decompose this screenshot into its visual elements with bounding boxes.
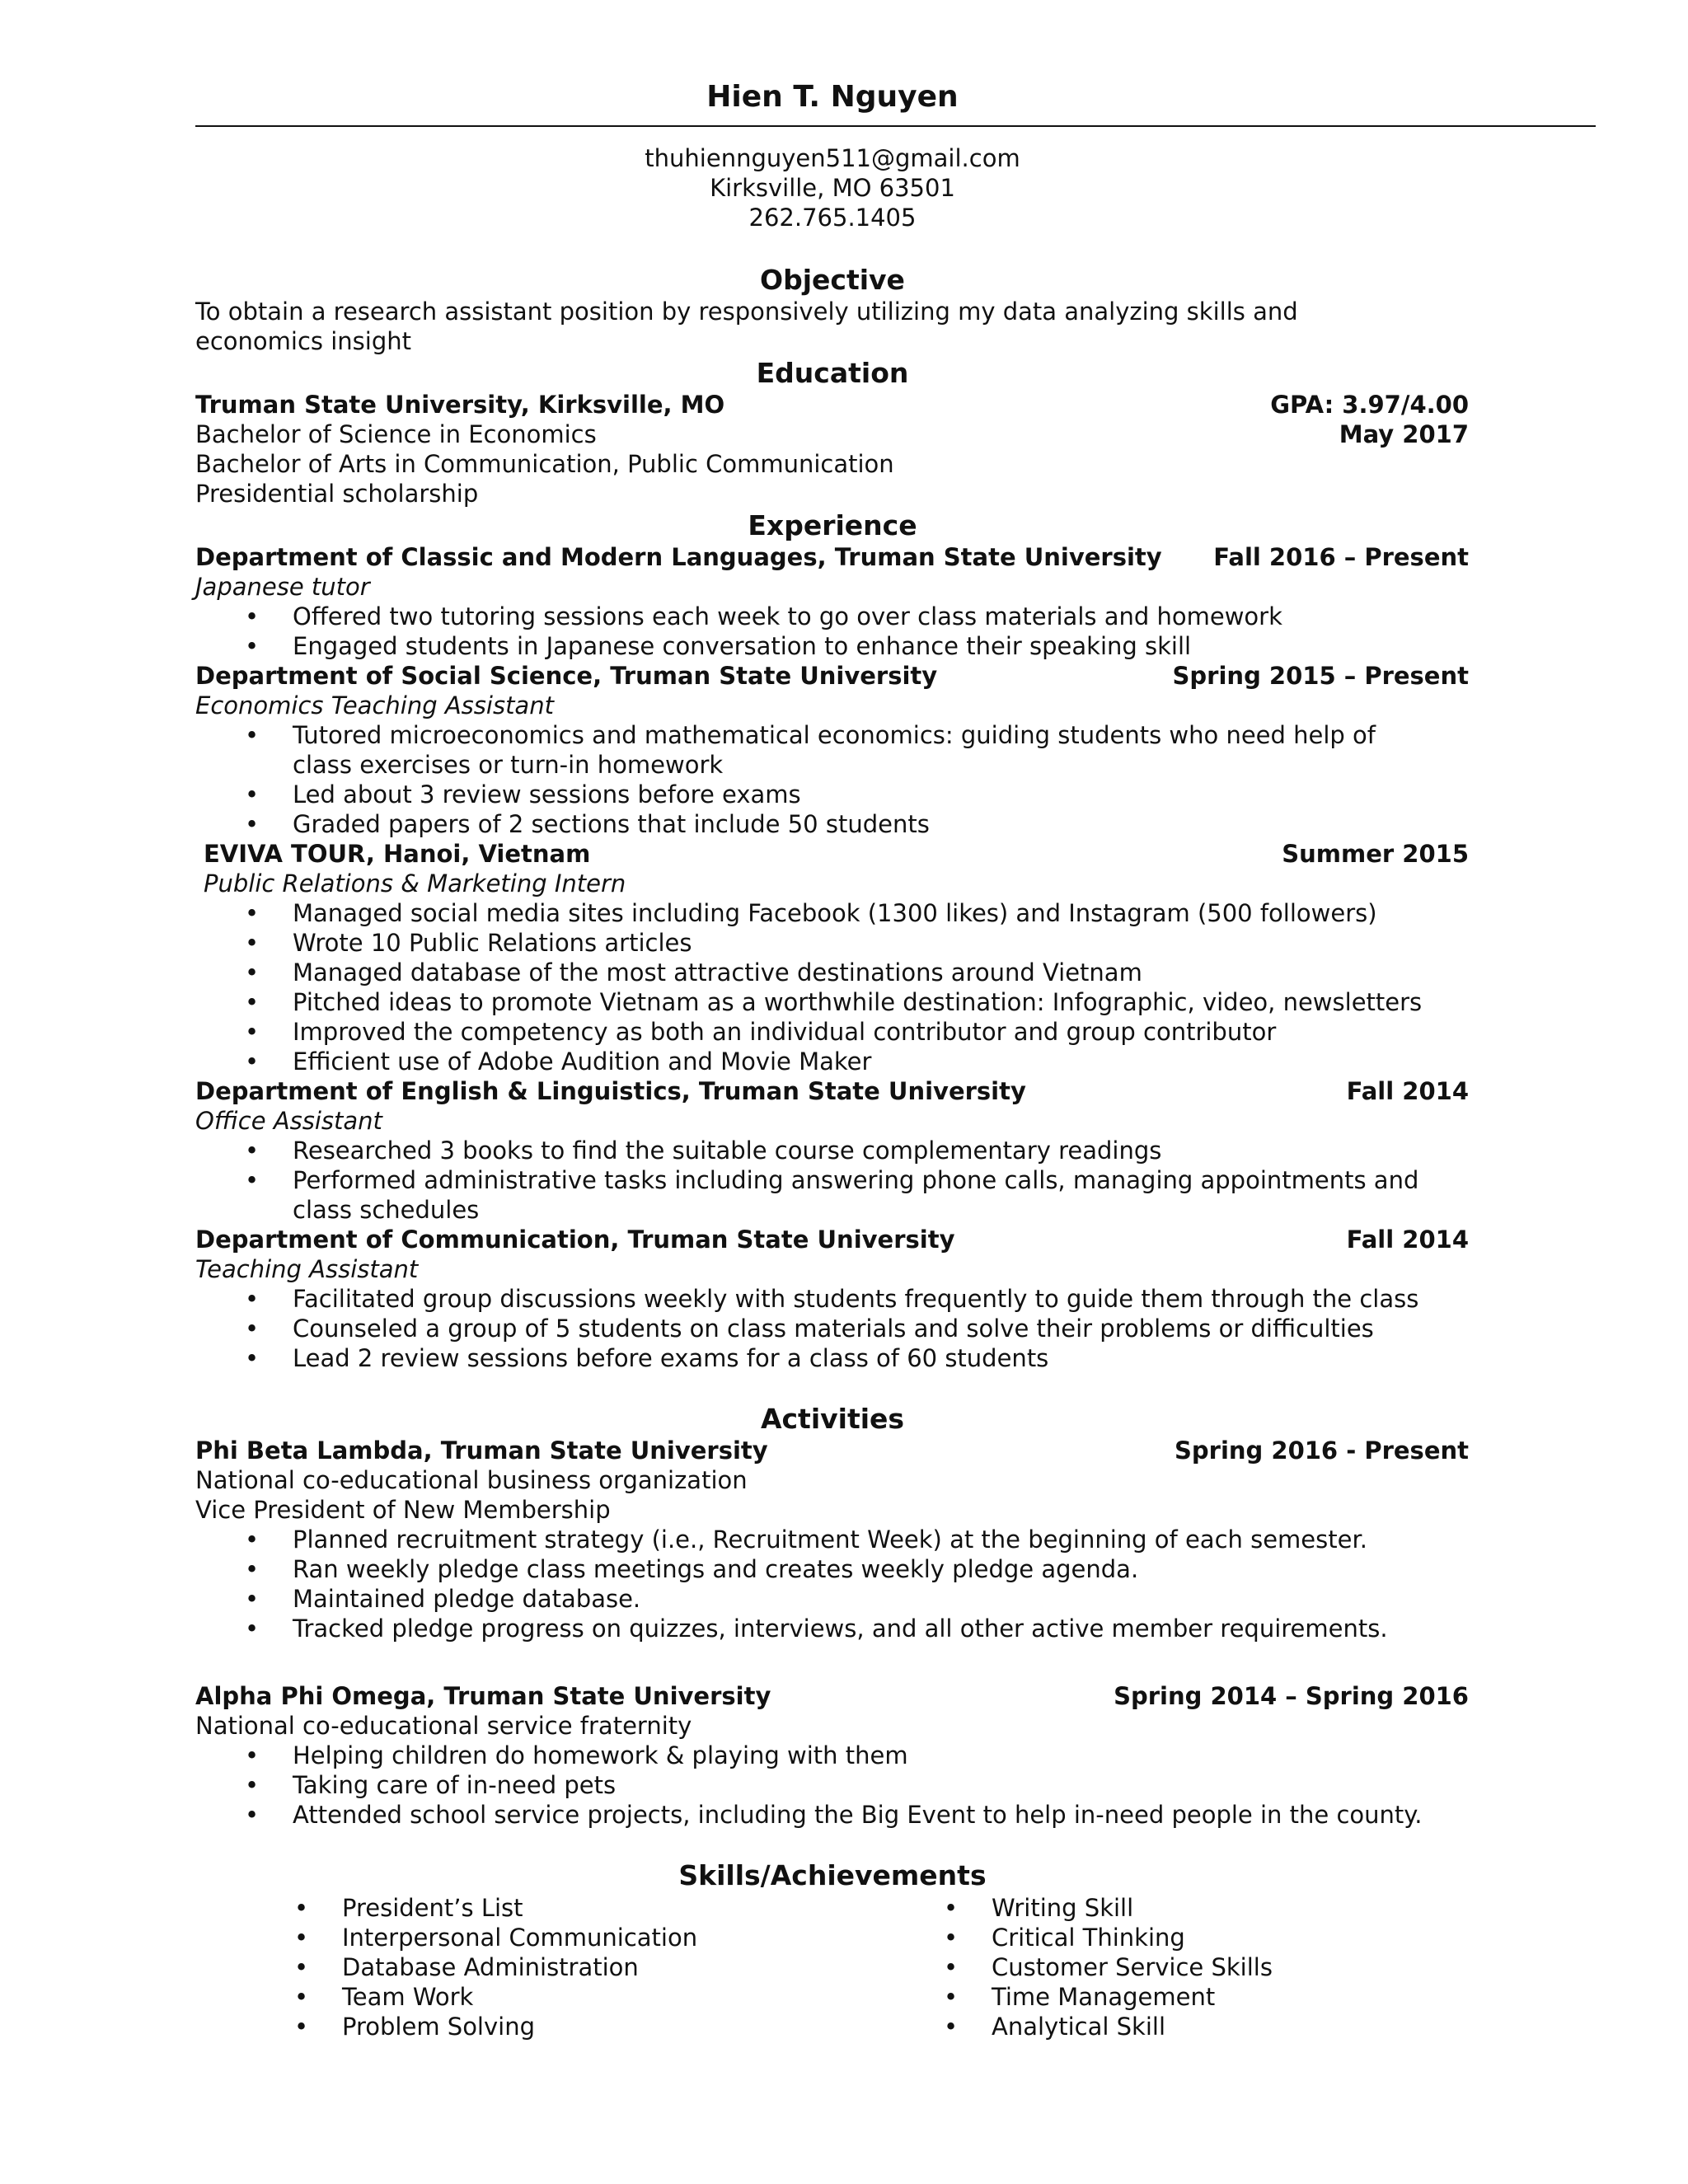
job-header: [195, 1076, 1469, 1106]
job-role: Economics Teaching Assistant: [195, 691, 554, 719]
skill-item: • President’s List: [342, 1893, 697, 1923]
education-gpa: GPA: 3.97/4.00: [1270, 391, 1469, 419]
bullet-item: • Led about 3 review sessions before exams: [293, 780, 801, 809]
job-role: Office Assistant: [195, 1107, 382, 1135]
activity-desc: National co-educational service fraternity: [195, 1712, 692, 1740]
activity-desc: National co-educational business organization: [195, 1466, 748, 1494]
job-org: Department of Social Science, Truman State University: [195, 662, 938, 690]
activity-org: Phi Beta Lambda, Truman State University: [195, 1436, 768, 1465]
bullet-item: • Pitched ideas to promote Vietnam as a worthwhile destination: Infographic, video, newsletters: [293, 987, 1422, 1017]
bullet-item: • Tracked pledge progress on quizzes, interviews, and all other active member requirements.: [293, 1614, 1388, 1643]
skill-item: • Writing Skill: [992, 1893, 1273, 1923]
job-date: Fall 2014: [1346, 1077, 1469, 1105]
bullet-item: • Maintained pledge database.: [293, 1584, 640, 1614]
bullet-item: • Graded papers of 2 sections that include 50 students: [293, 809, 930, 839]
bullet-item: • Helping children do homework & playing with them: [293, 1741, 908, 1770]
bullet-item: • Improved the competency as both an individual contributor and group contributor: [293, 1017, 1276, 1047]
skills-heading: Skills/Achievements: [678, 1859, 987, 1891]
activity-org: Alpha Phi Omega, Truman State University: [195, 1682, 771, 1710]
job-org: Department of Classic and Modern Languages, Truman State University: [195, 543, 1162, 571]
job-header: [195, 661, 1469, 691]
bullet-item: • Tutored microeconomics and mathematical economics: guiding students who need help of: [293, 720, 1376, 750]
bullet-item: • Engaged students in Japanese conversation to enhance their speaking skill: [293, 631, 1191, 661]
skills-left-column: [342, 1893, 697, 2041]
education-school-row: [195, 390, 1469, 419]
activity-role: Vice President of New Membership: [195, 1496, 611, 1524]
job-date: Fall 2014: [1346, 1226, 1469, 1254]
skill-item: • Customer Service Skills: [992, 1952, 1273, 1982]
objective-line: To obtain a research assistant position by responsively utilizing my data analyzing skills and: [195, 298, 1298, 326]
bullet-item: • Wrote 10 Public Relations articles: [293, 928, 692, 958]
bullet-item: • Performed administrative tasks including answering phone calls, managing appointments and: [293, 1165, 1418, 1195]
skill-item: • Critical Thinking: [992, 1923, 1273, 1952]
education-date: May 2017: [1339, 420, 1469, 448]
activities-heading: Activities: [760, 1403, 905, 1435]
activity-header: [195, 1681, 1469, 1711]
education-degree-row: [195, 419, 1469, 449]
skill-item: • Problem Solving: [342, 2012, 697, 2041]
job-date: Summer 2015: [1282, 840, 1469, 868]
bullet-item: • Managed database of the most attractive destinations around Vietnam: [293, 958, 1142, 987]
experience-heading: Experience: [748, 509, 917, 541]
activity-date: Spring 2016 - Present: [1175, 1436, 1469, 1465]
contact-block: [0, 143, 1665, 232]
bullet-item: • Facilitated group discussions weekly with students frequently to guide them through the class: [293, 1284, 1418, 1314]
resume-name: Hien T. Nguyen: [706, 80, 959, 114]
job-date: Spring 2015 – Present: [1172, 662, 1469, 690]
activity-header: [195, 1436, 1469, 1465]
job-role: Teaching Assistant: [195, 1255, 419, 1283]
job-header: [195, 1225, 1469, 1254]
bullet-item: • Managed social media sites including Facebook (1300 likes) and Instagram (500 followers): [293, 898, 1377, 928]
bullet-item: • Attended school service projects, including the Big Event to help in-need people in the county.: [293, 1800, 1423, 1830]
job-role: Public Relations & Marketing Intern: [204, 869, 626, 898]
contact-phone: 262.765.1405: [748, 204, 917, 232]
skills-right-column: [992, 1893, 1273, 2041]
bullet-item: • Lead 2 review sessions before exams for a class of 60 students: [293, 1343, 1048, 1373]
header-divider: [195, 125, 1596, 127]
activity-date: Spring 2014 – Spring 2016: [1114, 1682, 1469, 1710]
objective-heading: Objective: [760, 264, 905, 296]
objective-line: economics insight: [195, 327, 411, 355]
bullet-item: • Taking care of in-need pets: [293, 1770, 616, 1800]
bullet-item: • Researched 3 books to find the suitable course complementary readings: [293, 1136, 1161, 1165]
job-date: Fall 2016 – Present: [1213, 543, 1469, 571]
bullet-continuation: class schedules: [293, 1196, 480, 1224]
education-degree: Bachelor of Science in Economics: [195, 420, 597, 448]
job-org: EVIVA TOUR, Hanoi, Vietnam: [204, 840, 591, 868]
skill-item: • Database Administration: [342, 1952, 697, 1982]
skill-item: • Time Management: [992, 1982, 1273, 2012]
job-org: Department of English & Linguistics, Truman State University: [195, 1077, 1026, 1105]
education-degree: Bachelor of Arts in Communication, Public Communication: [195, 450, 894, 478]
bullet-item: • Planned recruitment strategy (i.e., Recruitment Week) at the beginning of each semester.: [293, 1525, 1367, 1554]
job-header: [204, 839, 1469, 869]
bullet-item: • Ran weekly pledge class meetings and creates weekly pledge agenda.: [293, 1554, 1138, 1584]
bullet-item: • Counseled a group of 5 students on class materials and solve their problems or difficulties: [293, 1314, 1374, 1343]
education-award: Presidential scholarship: [195, 480, 479, 508]
skill-item: • Analytical Skill: [992, 2012, 1273, 2041]
skill-item: • Team Work: [342, 1982, 697, 2012]
bullet-continuation: class exercises or turn-in homework: [293, 751, 724, 779]
bullet-item: • Offered two tutoring sessions each week to go over class materials and homework: [293, 602, 1282, 631]
contact-email: thuhiennguyen511@gmail.com: [645, 144, 1020, 172]
contact-location: Kirksville, MO 63501: [710, 174, 955, 202]
job-org: Department of Communication, Truman State University: [195, 1226, 955, 1254]
bullet-item: • Efficient use of Adobe Audition and Movie Maker: [293, 1047, 871, 1076]
education-school: Truman State University, Kirksville, MO: [195, 391, 725, 419]
job-role: Japanese tutor: [195, 573, 370, 601]
education-heading: Education: [756, 357, 909, 389]
skill-item: • Interpersonal Communication: [342, 1923, 697, 1952]
job-header: [195, 542, 1469, 572]
